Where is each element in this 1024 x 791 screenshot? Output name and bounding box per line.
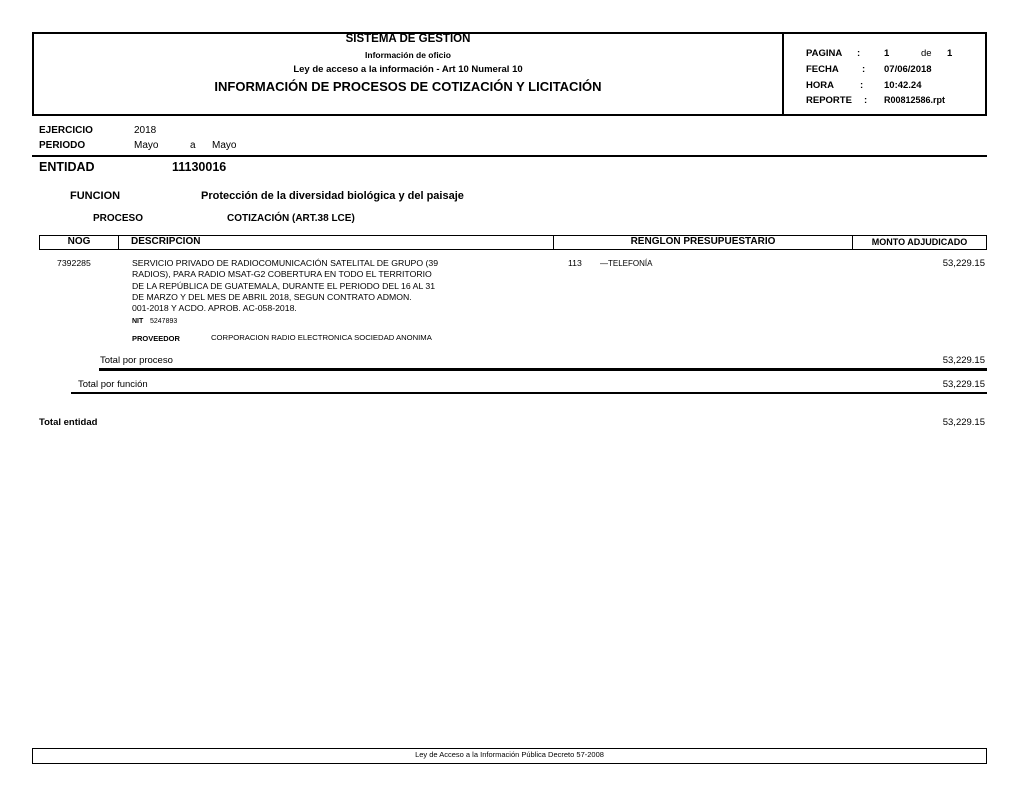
total-funcion-rule [71,392,987,394]
proveedor-label: PROVEEDOR [132,334,180,343]
ejercicio-label: EJERCICIO [39,125,93,136]
system-title: SISTEMA DE GESTION [345,33,471,45]
fecha-label: FECHA [806,64,839,75]
description-line: RADIOS), PARA RADIO MSAT-G2 COBERTURA EN TODO EL TERRITORIO [132,269,432,279]
column-header-descripcion: DESCRIPCION [118,235,554,250]
column-header-renglon: RENGLON PRESUPUESTARIO [553,235,853,250]
pagina-label: PAGINA [806,48,843,59]
monto-value: 53,229.15 [942,258,985,269]
nit-label: NIT [132,318,144,325]
filters-rule [32,155,987,157]
reporte-value: R00812586.rpt [884,95,946,105]
page-of: de [921,48,932,59]
nit-value: 5247893 [150,318,178,325]
renglon-code: 113 [568,258,582,268]
total-funcion-value: 53,229.15 [942,379,985,390]
hora-label: HORA [806,80,834,91]
entidad-code: 11130016 [172,160,227,174]
entidad-label: ENTIDAD [39,160,95,174]
pagina-colon: : [857,48,861,59]
page-total: 1 [947,48,953,59]
proveedor-value: CORPORACION RADIO ELECTRONICA SOCIEDAD ANONIMA [211,333,432,342]
periodo-from: Mayo [134,140,159,151]
hora-colon: : [860,80,864,91]
total-funcion-label: Total por función [78,379,148,390]
proceso-value: COTIZACIÓN (ART.38 LCE) [227,213,355,224]
report-title: INFORMACIÓN DE PROCESOS DE COTIZACIÓN Y LICITACIÓN [214,79,602,94]
periodo-to: Mayo [212,140,237,151]
total-entidad-label: Total entidad [39,417,98,428]
fecha-value: 07/06/2018 [884,64,932,75]
reporte-colon: : [864,95,868,106]
total-proceso-value: 53,229.15 [942,355,985,366]
proceso-label: PROCESO [93,213,144,224]
total-proceso-rule [99,368,987,371]
footer-rule [32,763,987,764]
ejercicio-value: 2018 [134,125,157,136]
funcion-label: FUNCION [70,190,121,202]
total-entidad-value: 53,229.15 [942,417,985,428]
periodo-label: PERIODO [39,140,86,151]
renglon-name: —TELEFONÍA [600,259,653,268]
description-line: SERVICIO PRIVADO DE RADIOCOMUNICACIÓN SATELITAL DE GRUPO (39 [132,258,439,268]
description-line: 001-2018 Y ACDO. APROB. AC-058-2018. [132,303,297,313]
column-header-monto: MONTO ADJUDICADO [852,235,987,250]
law-reference: Ley de acceso a la información - Art 10 Numeral 10 [293,64,523,75]
periodo-separator: a [190,140,196,151]
total-proceso-label: Total por proceso [100,355,173,366]
description-line: DE LA REPÚBLICA DE GUATEMALA, DURANTE EL PERIODO DEL 16 AL 31 [132,281,436,291]
fecha-colon: : [862,64,866,75]
hora-value: 10:42.24 [884,80,922,91]
page-current: 1 [884,48,890,59]
nog-value: 7392285 [57,258,91,268]
description-line: DE MARZO Y DEL MES DE ABRIL 2018, SEGUN CONTRATO ADMON. [132,292,412,302]
header-subtitle: Información de oficio [365,50,451,60]
column-header-nog: NOG [39,235,119,250]
funcion-value: Protección de la diversidad biológica y del paisaje [201,190,464,202]
footer-text: Ley de Acceso a la Información Pública Decreto 57-2008 [415,750,604,759]
reporte-label: REPORTE [806,95,852,106]
